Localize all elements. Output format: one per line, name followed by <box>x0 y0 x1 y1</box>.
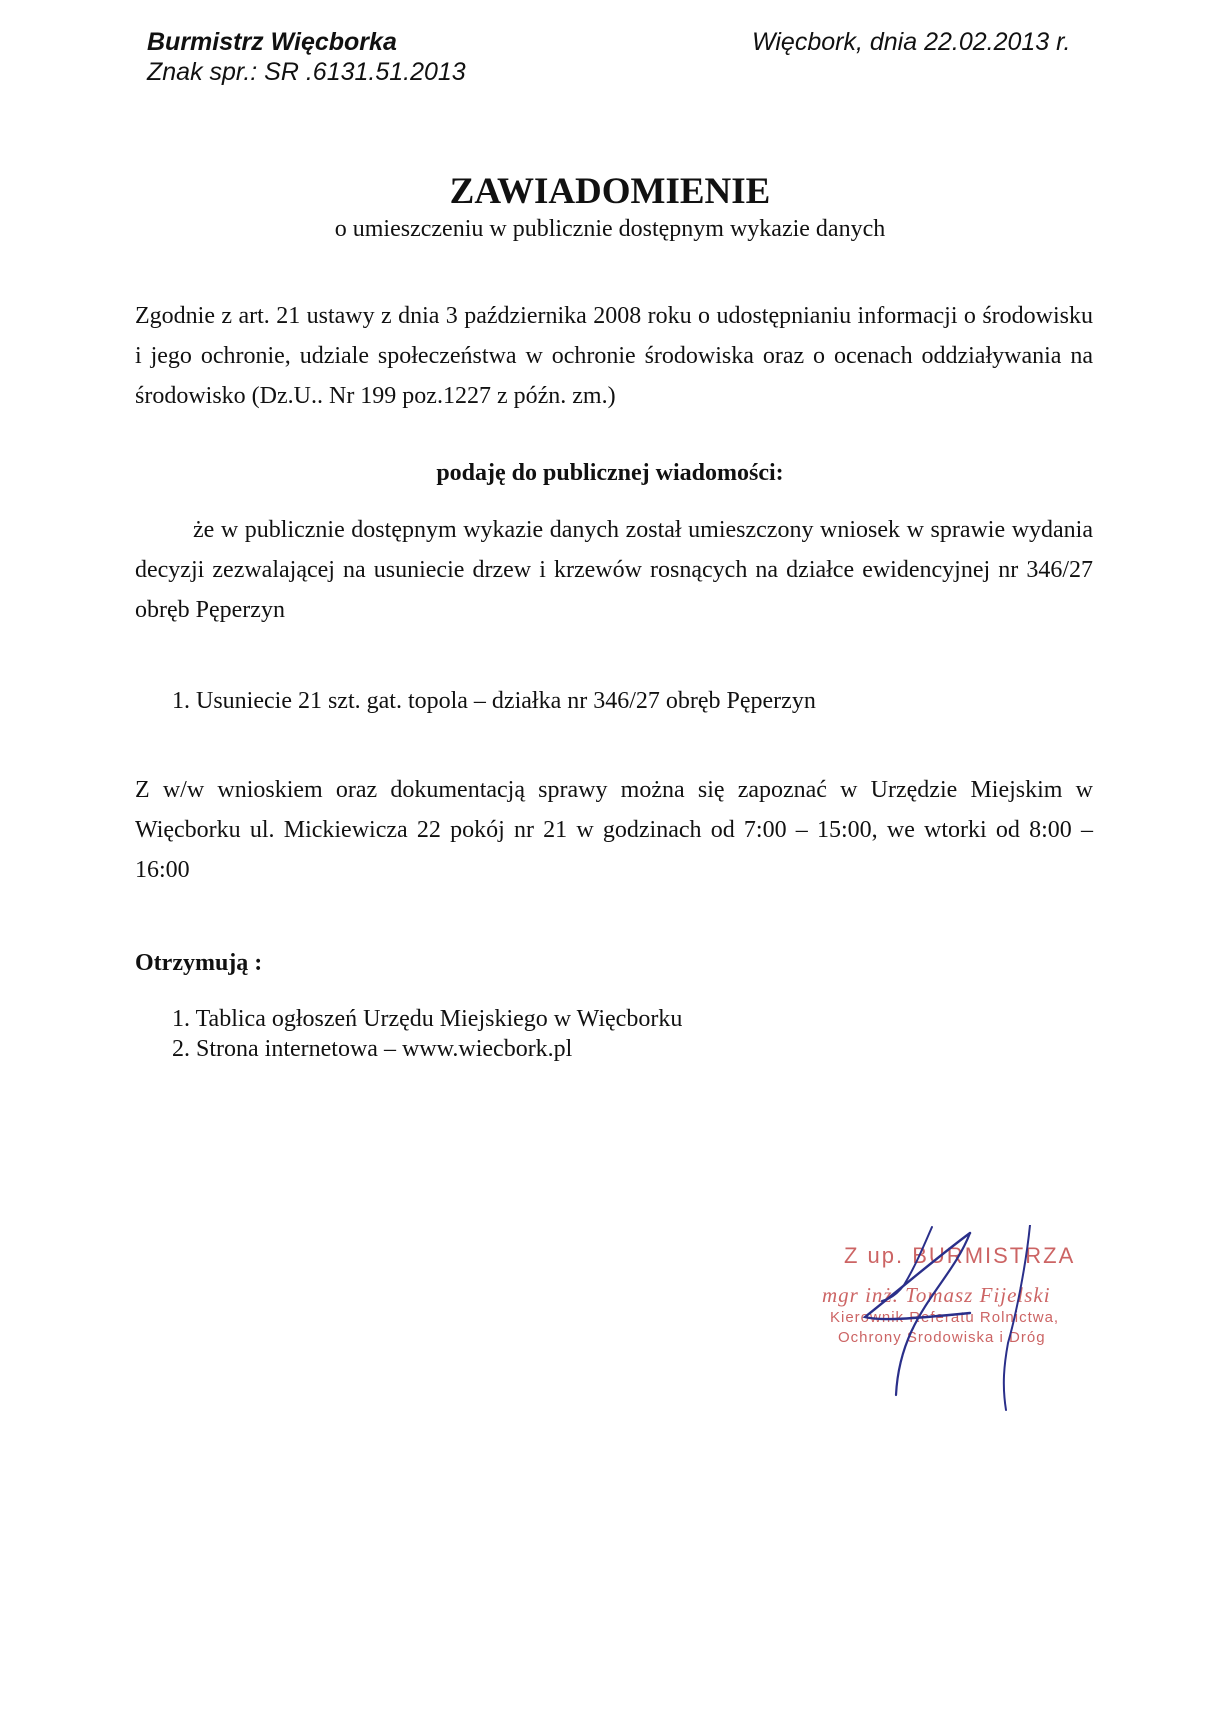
handwritten-signature <box>820 1225 1110 1415</box>
official-stamp <box>820 1225 1110 1385</box>
stamp-line: mgr inż. Tomasz Fijelski <box>822 1283 1051 1307</box>
list-item: 2. Strona internetowa – www.wiecbork.pl <box>172 1036 573 1062</box>
issuer-name: Burmistrz Więcborka <box>147 28 397 56</box>
paragraph-access: Z w/w wnioskiem oraz dokumentacją sprawy można się zapoznać w Urzędzie Miejskim w Więcborku ul. Mickiewicza 22 pokój nr 21 w godzinach od 7:00 – 15:00, we wtorki od 8:00 – 16:00 <box>135 777 1093 883</box>
document-title: ZAWIADOMIENIE <box>449 171 771 212</box>
list-item: 1. Tablica ogłoszeń Urzędu Miejskiego w Więcborku <box>172 1006 683 1032</box>
document-subtitle: o umieszczeniu w publicznie dostępnym wykazie danych <box>334 216 886 242</box>
case-reference: Znak spr.: SR .6131.51.2013 <box>147 58 466 86</box>
paragraph-notice: że w publicznie dostępnym wykazie danych został umieszczony wniosek w sprawie wydania decyzji zezwalającej na usuniecie drzew i krzewów rosnących na działce ewidencyjnej nr 346/27 obręb Pęperzyn <box>135 517 1093 623</box>
stamp-line: Ochrony Środowiska i Dróg <box>838 1329 1046 1346</box>
stamp-line: Z up. BURMISTRZA <box>844 1243 1076 1268</box>
paragraph-legal-basis: Zgodnie z art. 21 ustawy z dnia 3 października 2008 roku o udostępnianiu informacji o środowisku i jego ochronie, udziale społeczeństwa w ochronie środowiska oraz o ocenach oddziaływania na środowisko (Dz.U.. Nr 199 poz.1227 z późn. zm.) <box>135 303 1093 409</box>
recipients-heading: Otrzymują : <box>135 950 263 976</box>
stamp-line: Kierownik Referatu Rolnictwa, <box>830 1309 1060 1326</box>
recipients-list <box>172 1004 682 1064</box>
list-item: 1. Usuniecie 21 szt. gat. topola – działka nr 346/27 obręb Pęperzyn <box>172 688 816 714</box>
place-date: Więcbork, dnia 22.02.2013 r. <box>752 28 1071 56</box>
announcement: podaję do publicznej wiadomości: <box>436 460 784 486</box>
